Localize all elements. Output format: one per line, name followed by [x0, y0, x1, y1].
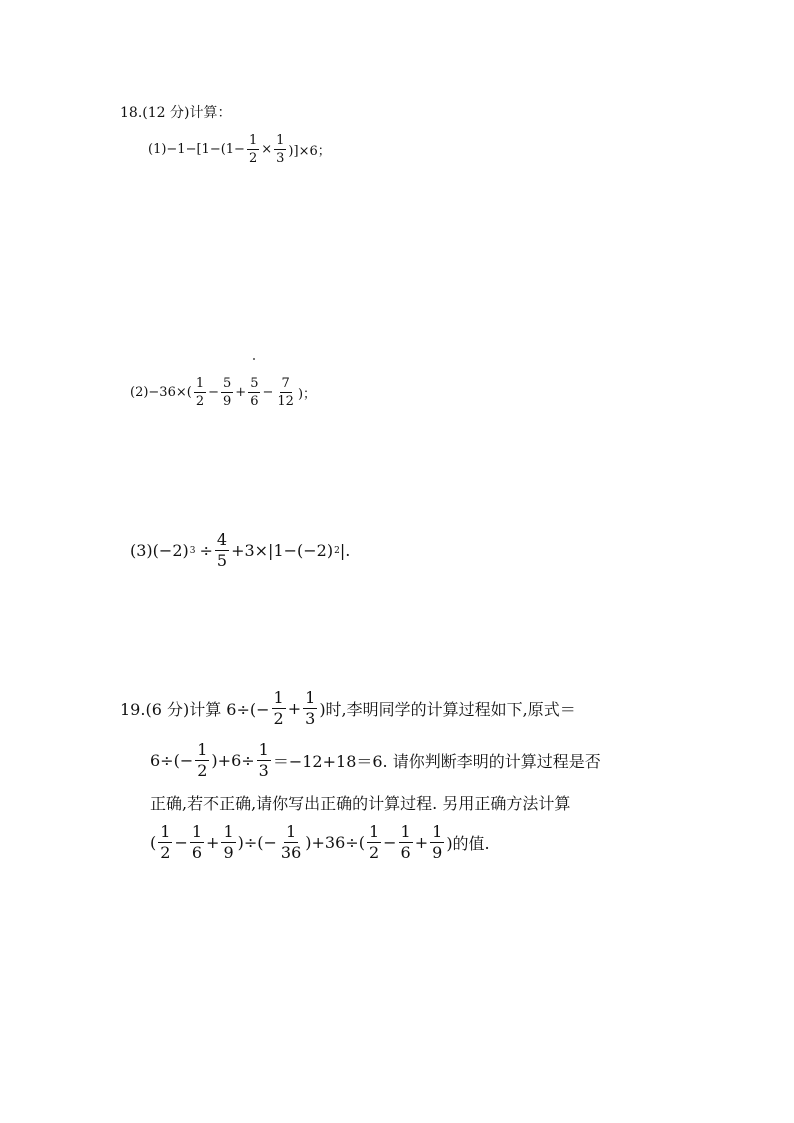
fraction: $\frac{4}{5}$ — [216, 530, 228, 570]
q18-part3: (3)(−2) 3 ÷ $\frac{4}{5}$ +3×|1−(−2) 2 |. — [130, 530, 351, 570]
q19-line2: 6÷(− $\frac{1}{2}$ )+6÷ $\frac{1}{3}$ ＝−12+18＝6. 请你判断李明的计算过程是否 — [150, 740, 601, 780]
q18-heading: 18.(12 分)计算： — [120, 105, 232, 121]
fraction: $\frac{1}{2}$ — [197, 740, 208, 780]
fraction: $\frac{1}{9}$ — [223, 822, 234, 862]
fraction: $\frac{1}{2}$ — [368, 822, 380, 862]
q18-part1: (1)−1−[1−(1− $\frac{1}{2}$ × $\frac{1}{3}$ )]×6； — [148, 133, 331, 166]
fraction: $\frac{7}{12}$ — [277, 376, 294, 409]
fraction: $\frac{1}{3}$ — [305, 688, 316, 728]
q19-line4: ( $\frac{1}{2}$ − $\frac{1}{6}$ + $\frac{1}{9}$ )÷(− $\frac{1}{36}$ )+36÷( $\frac{1}{2}$ − $\frac{1}{6}$ + $\frac{1}{9}$ )的值. — [150, 822, 490, 862]
stray-dot — [253, 358, 255, 360]
fraction: $\frac{1}{2}$ — [195, 376, 205, 409]
fraction: $\frac{1}{3}$ — [276, 133, 285, 166]
fraction: $\frac{1}{2}$ — [273, 688, 284, 728]
fraction: $\frac{1}{36}$ — [280, 822, 302, 862]
fraction: $\frac{5}{6}$ — [250, 376, 259, 409]
q19-line3: 正确,若不正确,请你写出正确的计算过程. 另用正确方法计算 — [150, 794, 571, 813]
fraction: $\frac{1}{6}$ — [400, 822, 411, 862]
fraction: $\frac{1}{9}$ — [432, 822, 443, 862]
q19-line1: 19.(6 分)计算 6÷(− $\frac{1}{2}$ + $\frac{1}{3}$ )时,李明同学的计算过程如下,原式＝ — [120, 688, 576, 728]
fraction: $\frac{5}{9}$ — [223, 376, 232, 409]
fraction: $\frac{1}{2}$ — [248, 133, 258, 166]
fraction: $\frac{1}{2}$ — [160, 822, 171, 862]
fraction: $\frac{1}{3}$ — [258, 740, 269, 780]
fraction: $\frac{1}{6}$ — [191, 822, 203, 862]
q18-part2: (2)−36×( $\frac{1}{2}$ − $\frac{5}{9}$ + $\frac{5}{6}$ − $\frac{7}{12}$ )； — [130, 376, 317, 409]
